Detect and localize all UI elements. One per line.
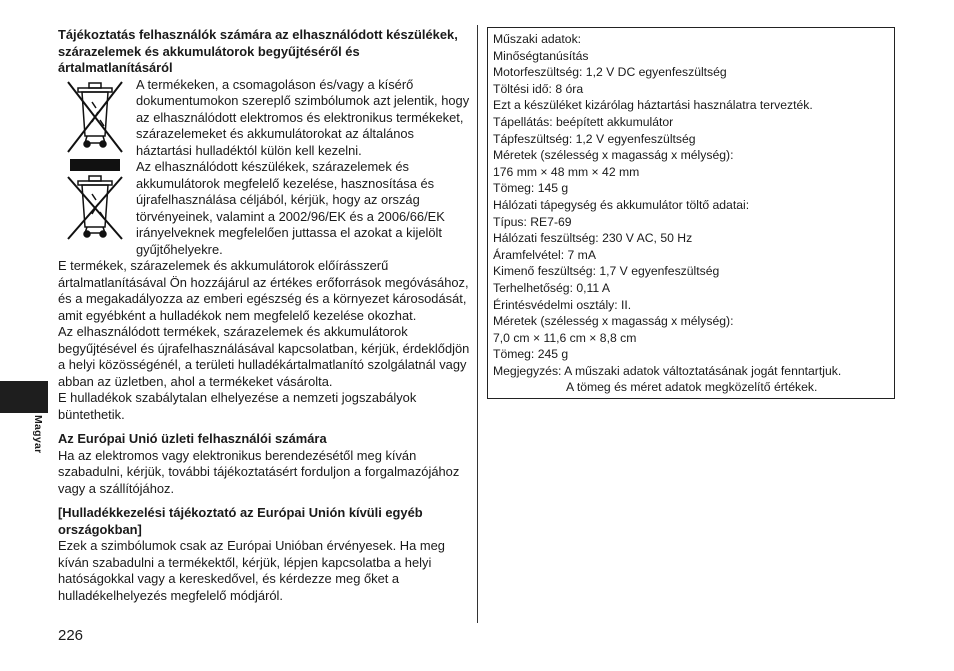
spec-line: Méretek (szélesség x magasság x mélység): [493,148,734,163]
spec-line: Tömeg: 145 g [493,181,569,196]
spec-line: Töltési idő: 8 óra [493,81,584,96]
language-tab-marker [0,381,48,413]
spec-line: Áramfelvétel: 7 mA [493,247,596,262]
symbol-row-1 [58,77,470,160]
spec-line: Tápfeszültség: 1,2 V egyenfeszültség [493,131,696,146]
spec-line: Kimenő feszültség: 1,7 V egyenfeszültség [493,264,720,279]
spec-note: Megjegyzés: A műszaki adatok változtatásának jogát fenntartjuk. [493,363,842,378]
spec-line: Motorfeszültség: 1,2 V DC egyenfeszültség [493,65,727,80]
spec-line: Minőségtanúsítás [493,48,589,63]
collection-text: Az elhasználódott készülékek, szárazelemek és akkumulátorok megfelelő kezelése, hasznosítása és újrafelhasználása céljából, kérjük, hogy az ország törvényeinek, valamint a 2002/96/EK és a 2006/66/EK irányelveknek megfelelően juttassa el azokat a kijelölt gyűjtőhelyekre. [136,159,445,257]
spec-line: 176 mm × 48 mm × 42 mm [493,164,640,179]
column-divider [477,25,478,623]
spec-line: Terhelhetőség: 0,11 A [493,280,610,295]
spec-line: Hálózati tápegység és akkumulátor töltő adatai: [493,197,750,212]
spec-line: Hálózati feszültség: 230 V AC, 50 Hz [493,231,693,246]
penalty-text: E hulladékok szabálytalan elhelyezése a nemzeti jogszabályok büntethetik. [58,390,417,422]
page-number: 226 [58,627,84,644]
non-eu-heading: [Hulladékkezelési tájékoztató az Európai Unión kívüli egyéb országokban] [58,505,423,537]
spec-note-continued: A tömeg és méret adatok megközelítő értékek. [566,380,818,395]
spec-line: Típus: RE7-69 [493,214,572,229]
spec-line: Tápellátás: beépített akkumulátor [493,114,674,129]
crossed-out-bin-with-bar-icon [60,159,130,246]
symbol-meaning-text: A termékeken, a csomagoláson és/vagy a kísérő dokumentumokon szereplő szimbólumok azt jelentik, hogy az elhasználódott elektromos és elektronikus termékeket, szárazelemeket és akkumulátorokat az általános háztartási hulladéktól külön kell kezelni. [136,76,470,158]
language-label: Magyar [32,415,44,454]
crossed-out-bin-icon [60,78,130,161]
disposal-section [58,27,470,604]
spec-line: Ezt a készüléket kizárólag háztartási használatra tervezték. [493,98,813,113]
disposal-title: Tájékoztatás felhasználók számára az elhasználódott készülékek, szárazelemek és akkumulátorok begyűjtéséről és ártalmatlanításáról [58,27,458,75]
benefit-text: E termékek, szárazelemek és akkumulátorok előírásszerű ártalmatlanításával Ön hozzájárul az értékes erőforrások megóvásához, és a megakadályozza az emberi egészség és a környezet károsodását, amit egyébként a hulladékok nem megfelelő kezelése okozhat. [58,258,469,323]
symbol-row-2 [58,159,470,258]
technical-specs-box [487,27,895,399]
spec-line: Műszaki adatok: [493,32,582,46]
spec-line: Méretek (szélesség x magasság x mélység): [493,314,734,329]
eu-business-heading: Az Európai Unió üzleti felhasználói számára [58,431,327,446]
info-text: Az elhasználódott termékek, szárazelemek és akkumulátorok begyűjtésével és újrafelhasználásával kapcsolatban, kérjük, érdeklődjön a helyi közösségénél, a területi hulladékártalmatlanító szolgálatnál vagy abban az üzletben, ahol a termékeket vásárolta. [58,324,470,389]
spec-line: Tömeg: 245 g [493,347,569,362]
spec-line: 7,0 cm × 11,6 cm × 8,8 cm [493,330,637,345]
spec-line: Érintésvédelmi osztály: II. [493,297,632,312]
eu-business-text: Ha az elektromos vagy elektronikus berendezésétől meg kíván szabadulni, kérjük, további tájékoztatásért forduljon a forgalmazójához vagy a szállítójához. [58,447,460,496]
non-eu-text: Ezek a szimbólumok csak az Európai Unióban érvényesek. Ha meg kíván szabadulni a termékektől, kérjük, lépjen kapcsolatba a helyi hatóságokkal vagy a kereskedővel, és kérdezze meg őket a hulladékelhelyezés megfelelő módjáról. [58,538,445,603]
